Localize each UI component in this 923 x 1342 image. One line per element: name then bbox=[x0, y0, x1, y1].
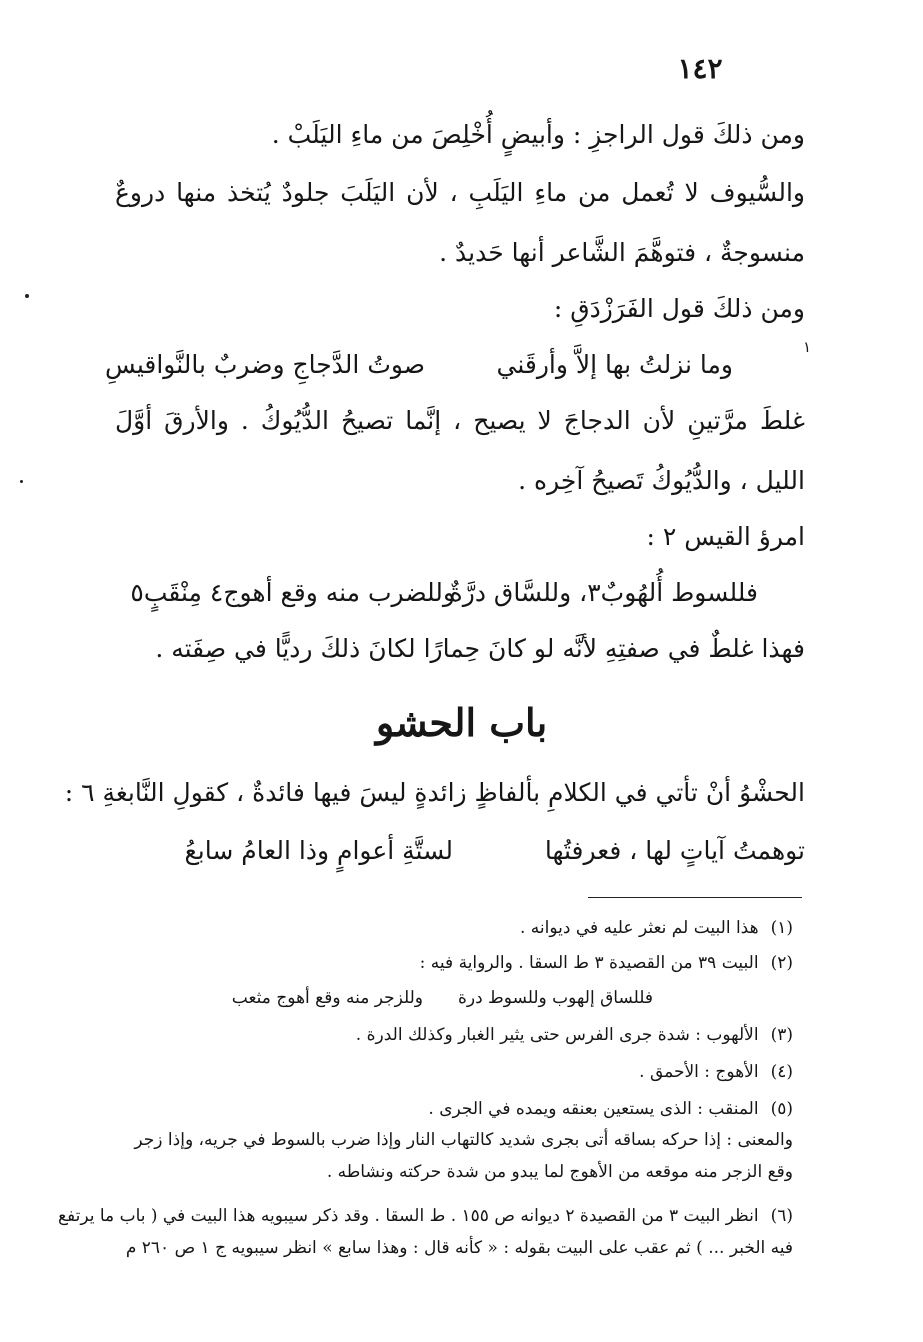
footnote-text: البيت ٣٩ من القصيدة ٣ ط السقا . والرواية فيه : bbox=[419, 953, 759, 973]
footnote-separator bbox=[588, 897, 802, 898]
footnote-text: الألهوب : شدة جرى الفرس حتى يثير الغبار وكذلك الدرة . bbox=[355, 1025, 759, 1045]
footnote-verse-second: وللزجر منه وقع أهوج مثعب bbox=[231, 988, 423, 1008]
footnote-number: (٢) bbox=[770, 953, 793, 973]
footnote-text: المنقب : الذى يستعين بعنقه ويمده في الجرى . bbox=[428, 1099, 759, 1119]
section-heading: باب الحشو bbox=[375, 700, 548, 745]
body-line: الليل ، والدُّيُوكُ تَصيحُ آخِره . bbox=[518, 466, 805, 495]
verse-hemistich-first: وما نزلتُ بها إلاَّ وأرقَني bbox=[496, 350, 733, 379]
footnote-text: انظر البيت ٣ من القصيدة ٢ ديوانه ص ١٥٥ . ط السقا . وقد ذكر سيبويه هذا البيت في ( باب ما يرتفع bbox=[57, 1206, 759, 1226]
footnote-continuation: وقع الزجر منه موقعه من الأهوج لما يبدو من شدة حركته ونشاطه . bbox=[326, 1162, 793, 1182]
footnote-continuation: والمعنى : إذا حركه بساقه أتى بجرى شديد كالتهاب النار وإذا ضرب بالسوط في جريه، وإذا زجر bbox=[134, 1130, 793, 1150]
body-line: ومن ذلكَ قول الراجزِ : وأبيضٍ أُخْلِصَ من ماءِ اليَلَبْ . bbox=[271, 120, 805, 149]
footnote-number: (٦) bbox=[770, 1206, 793, 1226]
verse-hemistich-second: صوتُ الدَّجاجِ وضربٌ بالنَّواقيسِ bbox=[104, 350, 425, 379]
footnote bbox=[356, 1025, 793, 1045]
body-line: فهذا غلطٌ في صفتِهِ لأنَّه لو كانَ حِمارًا لكانَ ذلكَ رديًّا في صِفَته . bbox=[155, 634, 805, 663]
verse-hemistich-second: لستَّةِ أعوامٍ وذا العامُ سابعُ bbox=[184, 836, 453, 865]
body-line: امرؤ القيس ٢ : bbox=[646, 522, 805, 551]
footnote bbox=[420, 953, 793, 973]
footnote bbox=[428, 1099, 793, 1119]
verse-hemistich-second: وللضرب منه وقع أهوج٤ مِنْقَبٍ٥ bbox=[130, 578, 455, 607]
footnote bbox=[520, 918, 793, 938]
footnote bbox=[58, 1206, 793, 1226]
body-line: ومن ذلكَ قول الفَرَزْدَقِ : bbox=[553, 294, 805, 323]
verse-hemistich-first: فللسوط أُلهُوبٌ٣، وللسَّاق درَّةٌ bbox=[449, 578, 758, 607]
body-line: الحشْوُ أنْ تأتي في الكلامِ بألفاظٍ زائدةٍ ليسَ فيها فائدةٌ ، كقولِ النَّابغةِ ٦ : bbox=[64, 778, 805, 807]
body-line: والسُّيوف لا تُعمل من ماءِ اليَلَبِ ، لأن اليَلَبَ جلودٌ يُتخذ منها دروعٌ bbox=[115, 178, 805, 207]
body-line: غلطَ مرَّتينِ لأن الدجاجَ لا يصيح ، إنَّما تصيحُ الدُّيُوكُ . والأرقَ أوَّلَ bbox=[115, 406, 805, 435]
footnote-number: (٥) bbox=[770, 1099, 793, 1119]
footnote-number: (١) bbox=[770, 918, 793, 938]
footnote-number: (٣) bbox=[770, 1025, 793, 1045]
body-line: منسوجةٌ ، فتوهَّمَ الشَّاعر أنها حَديدٌ . bbox=[439, 238, 805, 267]
footnote-text: الأهوج : الأحمق . bbox=[639, 1062, 759, 1082]
footnote-text: هذا البيت لم نعثر عليه في ديوانه . bbox=[519, 918, 759, 938]
verse-footnote-mark: ١ bbox=[802, 338, 811, 356]
scan-speck bbox=[20, 480, 23, 483]
footnote bbox=[639, 1062, 793, 1082]
footnote-verse-first: فللساق إلهوب وللسوط درة bbox=[457, 988, 653, 1008]
page-number: ١٤٢ bbox=[677, 52, 723, 85]
footnote-continuation: فيه الخبر ... ) ثم عقب على البيت بقوله : « كأنه قال : وهذا سابع » انظر سيبويه ج ١ ص ٢٦٠ م bbox=[125, 1238, 793, 1258]
verse-hemistich-first: توهمتُ آياتٍ لها ، فعرفتُها bbox=[544, 836, 805, 865]
footnote-number: (٤) bbox=[770, 1062, 793, 1082]
scan-speck bbox=[25, 294, 29, 298]
